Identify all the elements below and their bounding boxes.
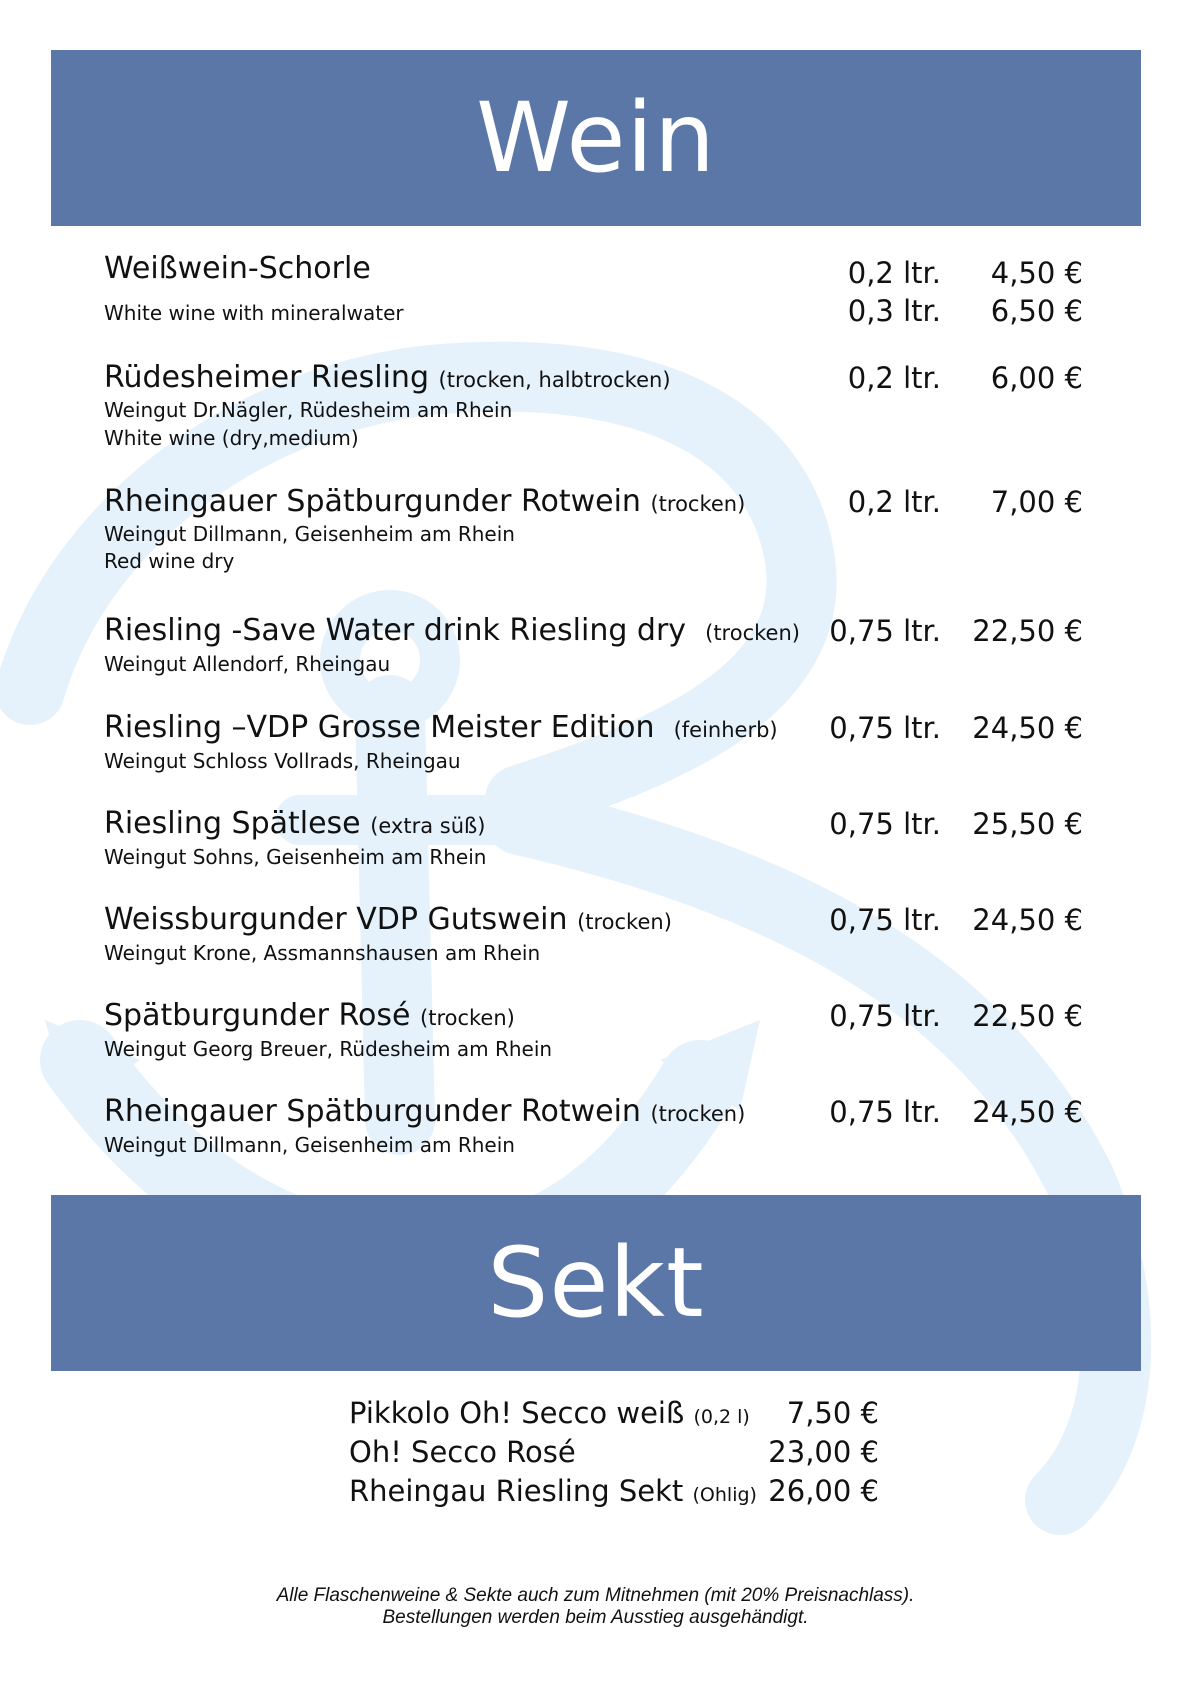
wine-volume: 0,75 ltr.: [829, 711, 941, 745]
wine-item: [0, 999, 1191, 1099]
sekt-note: (0,2 l): [693, 1406, 750, 1428]
wine-price: 6,00 €: [990, 361, 1083, 395]
sekt-item: [349, 1396, 879, 1435]
wine-price: 24,50 €: [972, 711, 1083, 745]
wine-description: White wine with mineralwater: [104, 301, 404, 325]
wine-note: (feinherb): [673, 718, 778, 742]
wine-volume: 0,3 ltr.: [847, 294, 941, 328]
wine-name: Weißwein-Schorle: [104, 251, 371, 286]
wine-price: 6,50 €: [990, 294, 1083, 328]
wine-note: (trocken): [650, 492, 746, 516]
wine-name: Weissburgunder VDP Gutswein (trocken): [104, 902, 672, 937]
wine-price: 7,00 €: [990, 485, 1083, 519]
footer-line-2: Bestellungen werden beim Ausstieg ausgehändigt.: [382, 1607, 809, 1628]
wine-name: Spätburgunder Rosé (trocken): [104, 998, 515, 1033]
wine-note: (extra süß): [370, 814, 486, 838]
wine-note: (trocken, halbtrocken): [438, 368, 671, 392]
footer-note: [0, 1585, 1191, 1629]
wine-price: 24,50 €: [972, 903, 1083, 937]
wine-note: (trocken): [577, 910, 672, 934]
wine-name: Riesling -Save Water drink Riesling dry (trocken): [104, 613, 800, 648]
wine-volume: 0,75 ltr.: [829, 1095, 941, 1129]
wine-name: Rüdesheimer Riesling (trocken, halbtrocken): [104, 360, 671, 395]
wine-producer: Weingut Dillmann, Geisenheim am Rhein: [104, 522, 515, 546]
wine-note: (trocken): [650, 1102, 746, 1126]
wine-producer: Weingut Schloss Vollrads, Rheingau: [104, 749, 461, 773]
wine-price: 22,50 €: [972, 999, 1083, 1033]
wine-note: (trocken): [420, 1006, 515, 1030]
wine-producer: Weingut Dillmann, Geisenheim am Rhein: [104, 1133, 515, 1157]
wine-item: [0, 807, 1191, 907]
wine-item: [0, 485, 1191, 585]
wine-price: 22,50 €: [972, 614, 1083, 648]
wine-name: Riesling Spätlese (extra süß): [104, 806, 486, 841]
sekt-list: [349, 1396, 879, 1513]
sekt-section-banner: [51, 1195, 1141, 1371]
sekt-name: Pikkolo Oh! Secco weiß (0,2 l): [349, 1396, 750, 1430]
wine-item: [0, 614, 1191, 714]
wine-volume: 0,2 ltr.: [847, 256, 941, 290]
wine-producer: Weingut Sohns, Geisenheim am Rhein: [104, 845, 487, 869]
wine-producer: Weingut Allendorf, Rheingau: [104, 652, 391, 676]
wine-volume: 0,75 ltr.: [829, 999, 941, 1033]
wine-description: Red wine dry: [104, 549, 235, 573]
wine-producer: Weingut Georg Breuer, Rüdesheim am Rhein: [104, 1037, 553, 1061]
wine-price: 4,50 €: [990, 256, 1083, 290]
sekt-item: [349, 1435, 879, 1474]
wine-name: Riesling –VDP Grosse Meister Edition (feinherb): [104, 710, 778, 745]
wine-volume: 0,75 ltr.: [829, 903, 941, 937]
wine-price: 24,50 €: [972, 1095, 1083, 1129]
wine-volume: 0,2 ltr.: [847, 361, 941, 395]
wine-volume: 0,75 ltr.: [829, 807, 941, 841]
wein-title: Wein: [476, 82, 716, 194]
wine-item: [0, 252, 1191, 352]
wine-volume: 0,2 ltr.: [847, 485, 941, 519]
wine-description: White wine (dry,medium): [104, 426, 359, 450]
wine-volume: 0,75 ltr.: [829, 614, 941, 648]
footer-line-1: Alle Flaschenweine & Sekte auch zum Mitnehmen (mit 20% Preisnachlass).: [276, 1585, 915, 1606]
sekt-note: (Ohlig): [692, 1484, 757, 1506]
wine-item: [0, 361, 1191, 461]
sekt-title: Sekt: [487, 1227, 705, 1339]
wine-item: [0, 1095, 1191, 1195]
wine-name: Rheingauer Spätburgunder Rotwein (trocken): [104, 484, 746, 519]
sekt-name: Oh! Secco Rosé: [349, 1435, 576, 1469]
wine-name: Rheingauer Spätburgunder Rotwein (trocken): [104, 1094, 746, 1129]
wine-price: 25,50 €: [972, 807, 1083, 841]
wine-producer: Weingut Dr.Nägler, Rüdesheim am Rhein: [104, 398, 513, 422]
sekt-name: Rheingau Riesling Sekt (Ohlig): [349, 1474, 757, 1508]
wein-section-banner: [51, 50, 1141, 226]
wine-producer: Weingut Krone, Assmannshausen am Rhein: [104, 941, 541, 965]
sekt-price: 7,50 €: [786, 1396, 879, 1430]
wine-item: [0, 903, 1191, 1003]
sekt-price: 26,00 €: [768, 1474, 879, 1508]
wine-note: (trocken): [705, 621, 800, 645]
sekt-item: [349, 1474, 879, 1513]
wine-item: [0, 711, 1191, 811]
sekt-price: 23,00 €: [768, 1435, 879, 1469]
